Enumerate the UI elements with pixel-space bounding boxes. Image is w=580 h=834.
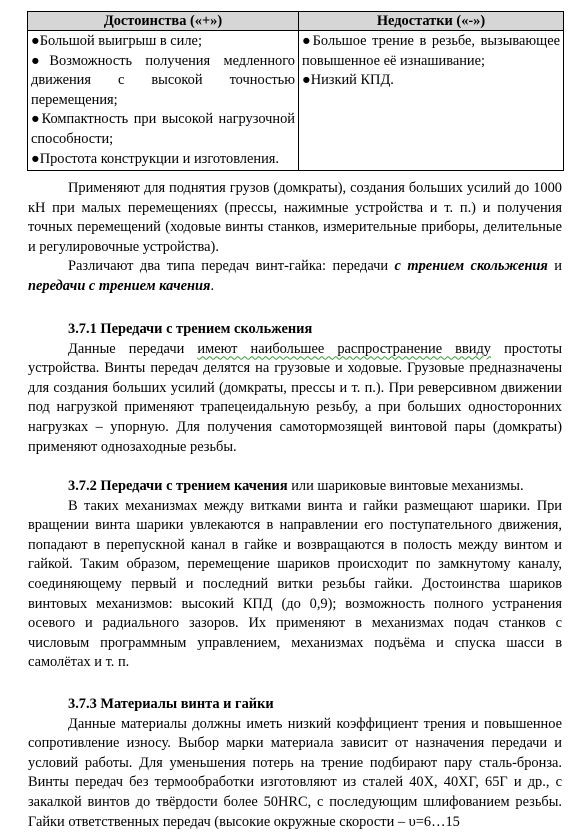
intro-section bbox=[28, 179, 562, 297]
intro-and-text: и bbox=[547, 258, 562, 275]
section-3-7-3 bbox=[28, 695, 562, 832]
advantages-cell bbox=[28, 31, 299, 171]
intro-period: . bbox=[210, 277, 215, 294]
section-body: В таких механизмах между витками винта и гайки размещают шарики. При вращении винта шарики увлекаются в направлении его поступательного движения, попадают в перепускной канал в гайке и возвращаются в полость между винтом и гайкой. Таким образом, перемещение шариков происходит по замкнутому каналу, соединяющему первый и последний витки резьбы гайки. Достоинства шариков винтовых механизмов: высокий КПД (до 0,9); возможность полного устранения осевого и радиального зазоров. Их применяют в механизмах подач станков с числовым программным управлением, механизмах подъёма и спуска шасси в самолётах и т. п. bbox=[28, 497, 562, 671]
table-row bbox=[28, 31, 564, 171]
comparison-table bbox=[27, 11, 564, 171]
grammar-flagged-text: имеют наибольшее распространение ввиду bbox=[197, 340, 491, 357]
section-body: Данные материалы должны иметь низкий коэффициент трения и повышенное сопротивление износу. Выбор марки материала зависит от назначения передачи и условий работы. Для уменьшения потерь на трение подбирают пару сталь-бронза. Винты передач без термообработки изготовляют из сталей 40Х, 40ХГ, 65Г и др., с закалкой винтов до твёрдости более 50HRC, с последующим шлифованием резьбы. Гайки ответственных передач (высокие окружные скорости – υ=6…15 bbox=[28, 715, 562, 830]
disadvantages-header: Недостатки («-») bbox=[299, 12, 564, 31]
advantages-header: Достоинства («+») bbox=[28, 12, 299, 31]
disadvantage-item: ●Низкий КПД. bbox=[302, 72, 394, 89]
section-heading-tail: или шариковые винтовые механизмы. bbox=[287, 478, 524, 494]
advantage-item: ●Возможность получения медленного движения с высокой точностью перемещения; bbox=[31, 52, 295, 108]
section-heading: 3.7.3 Материалы винта и гайки bbox=[68, 696, 274, 712]
sliding-friction-term: с трением скольжения bbox=[394, 258, 548, 275]
section-body bbox=[28, 340, 562, 458]
disadvantage-item: ●Большое трение в резьбе, вызывающее повышенное её изнашивание; bbox=[302, 33, 560, 69]
advantage-item: ●Большой выигрыш в силе; bbox=[31, 33, 202, 49]
section-3-7-2 bbox=[28, 477, 562, 673]
section-3-7-1 bbox=[28, 320, 562, 457]
section-heading: 3.7.1 Передачи с трением скольжения bbox=[68, 321, 313, 337]
intro-types-paragraph bbox=[28, 257, 562, 296]
table-header-row bbox=[28, 12, 564, 31]
intro-paragraph: Применяют для поднятия грузов (домкраты), создания больших усилий до 1000 кН при малых перемещениях (прессы, нажимные устройства и т. п.) и получения точных перемещений (ходовые винты станков, измерительные приборы, делительные и регулировочные устройства). bbox=[28, 180, 562, 255]
body-text: простоты устройства. Винты передач делятся на грузовые и ходовые. Грузовые предназначены для создания больших усилий (домкраты, прессы и т. п.). При реверсивном движении под нагрузкой применяют трапецеидальную резьбу, а при больших односторонних нагрузках – упорную. Для получения самотормозящей винтовой пары (домкраты) применяют однозаходные резьбы. bbox=[28, 340, 562, 455]
intro-types-text: Различают два типа передач винт-гайка: передачи bbox=[68, 258, 395, 275]
disadvantages-cell bbox=[299, 31, 564, 171]
advantage-item: ●Компактность при высокой нагрузочной способности; bbox=[31, 111, 295, 147]
advantage-item: ●Простота конструкции и изготовления. bbox=[31, 150, 279, 167]
section-heading: 3.7.2 Передачи с трением качения bbox=[68, 478, 288, 494]
section-heading-line bbox=[28, 477, 562, 497]
body-text: Данные передачи bbox=[68, 340, 198, 357]
rolling-friction-term: передачи с трением качения bbox=[28, 277, 211, 294]
